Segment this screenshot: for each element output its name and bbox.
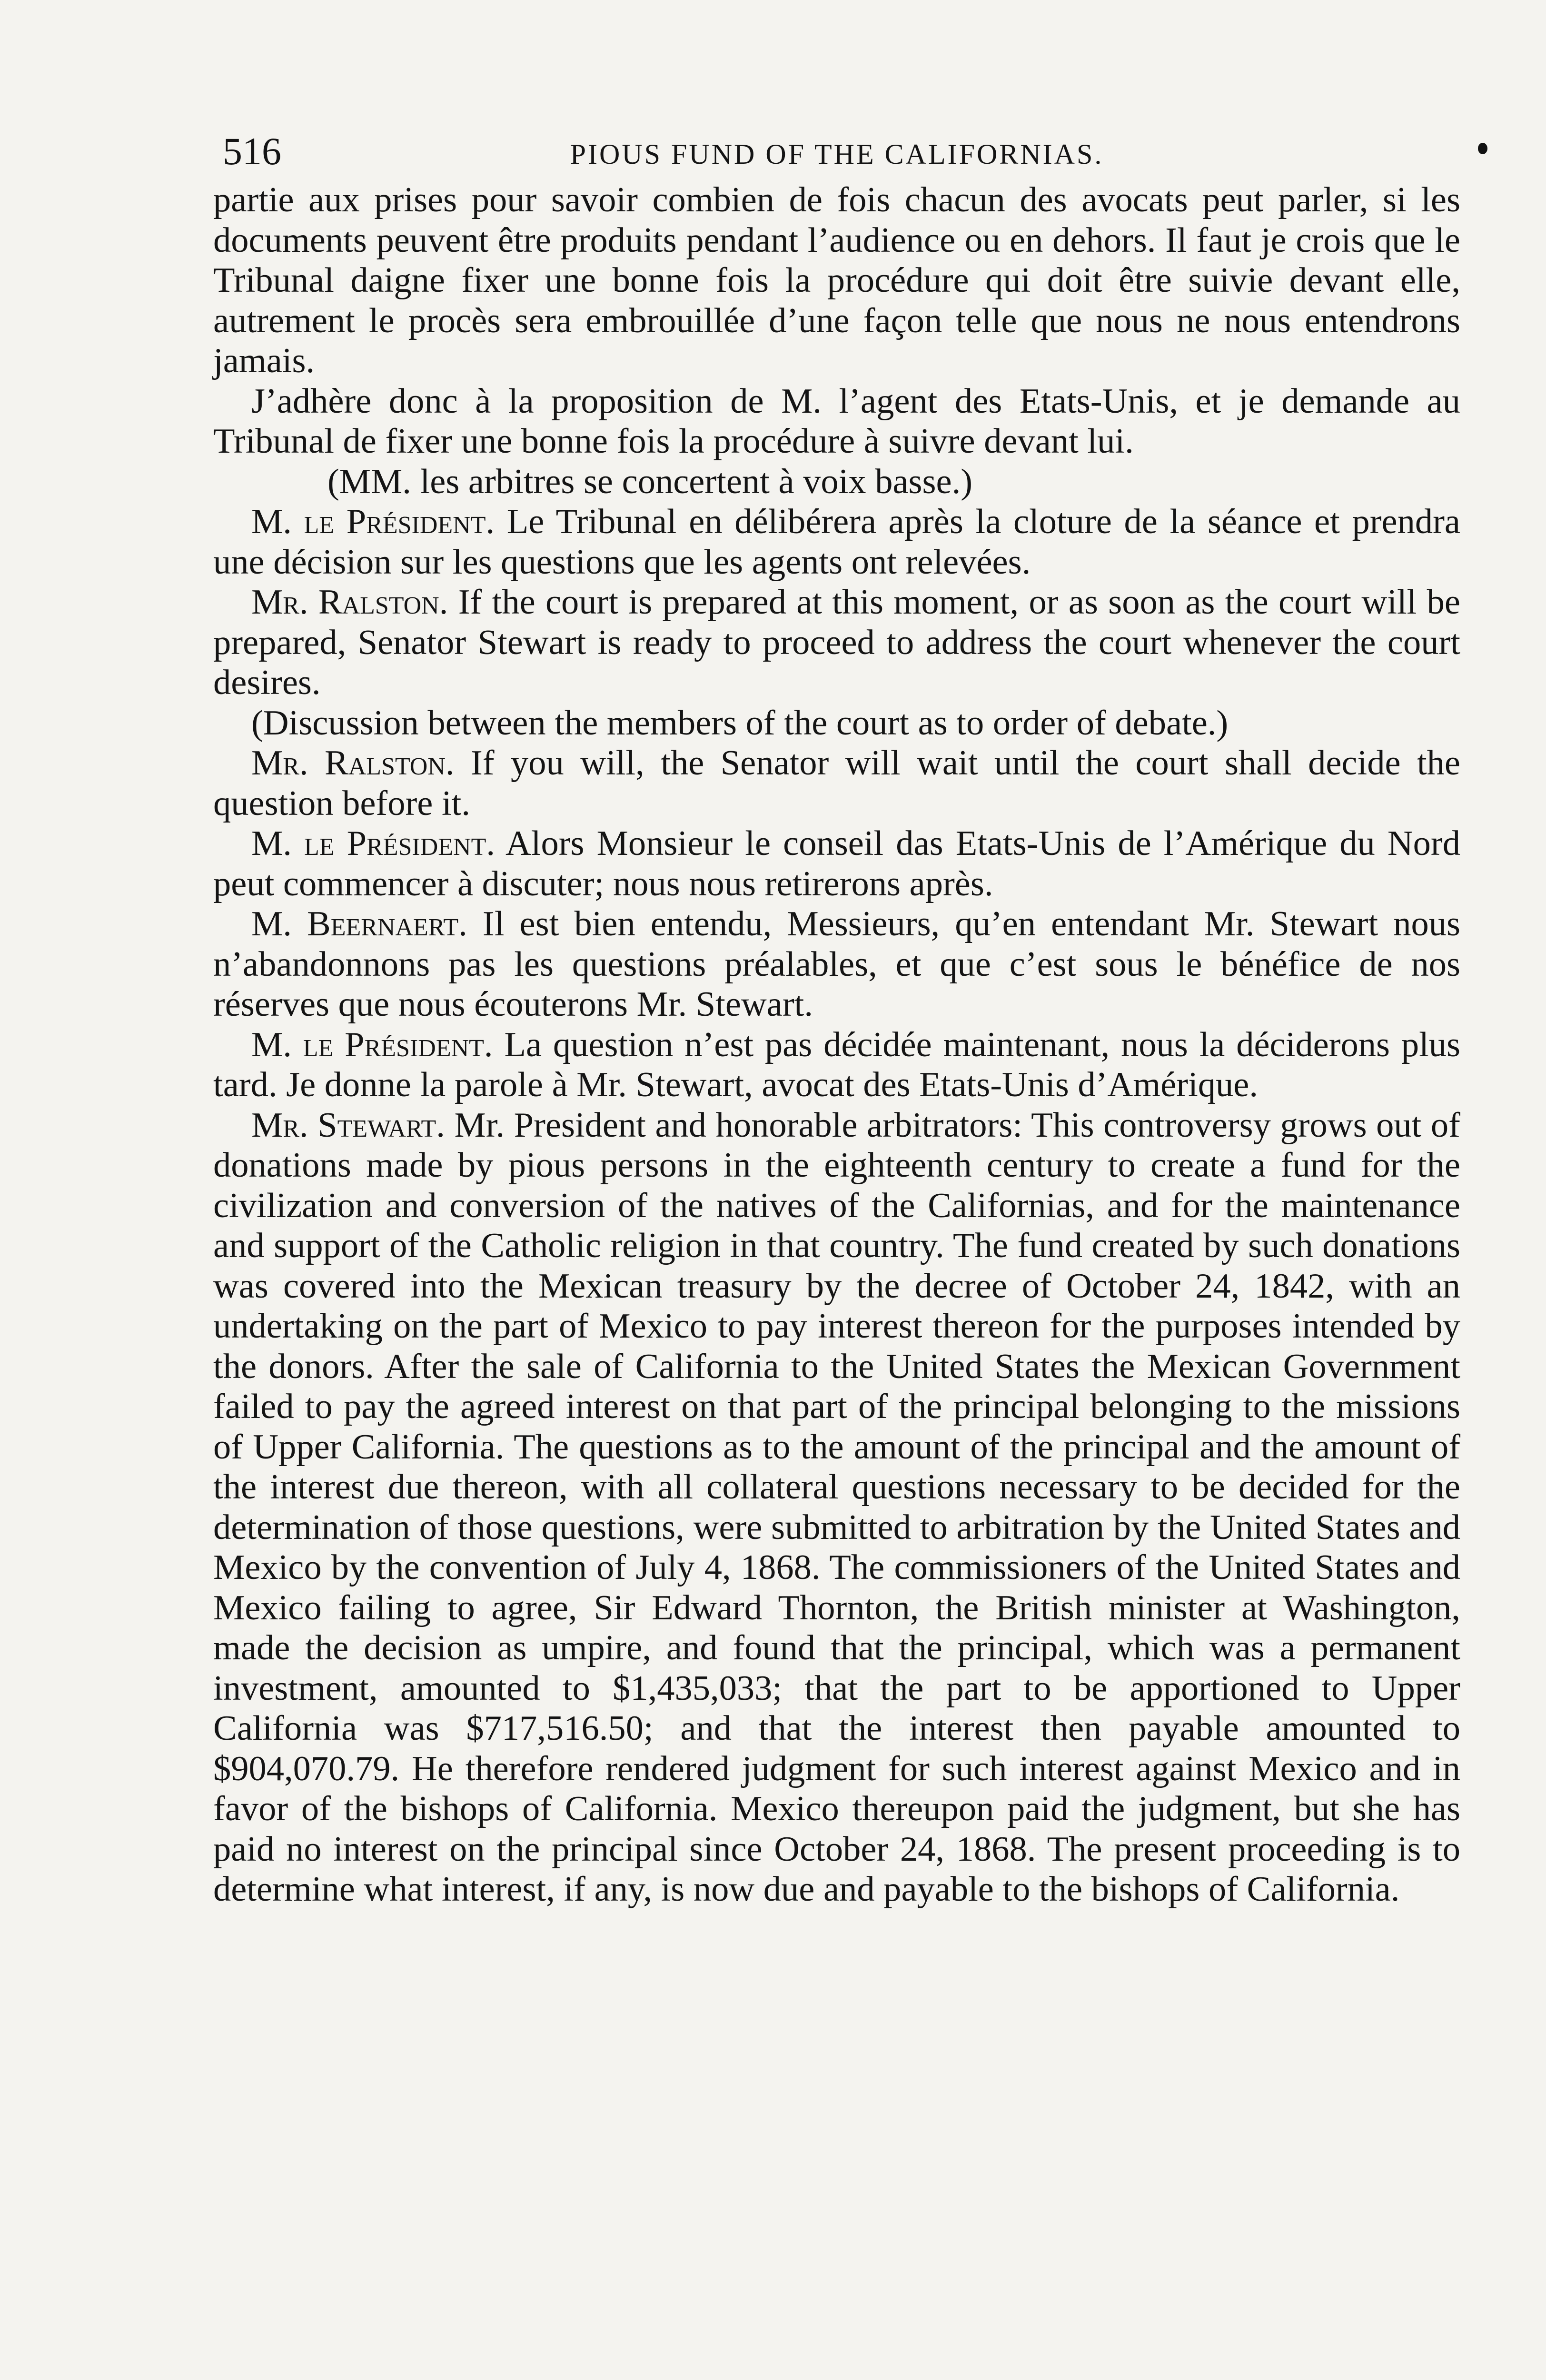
paragraph — [213, 1105, 1460, 1910]
page-number: 516 — [223, 129, 281, 173]
paragraph — [213, 582, 1460, 703]
speaker-name: M. le Président. — [251, 1025, 493, 1064]
paragraph-text: Mr. President and honorable arbitrators: This controversy grows out of donations made by pious persons in the eighteenth century to create a fund for the civilization and conversion of the natives of the Californias, and for the maintenance and support of the Catholic religion in that country. The fund created by such donations was covered into the Mexican treasury by the decree of October 24, 1842, with an undertaking on the part of Mexico to pay interest thereon for the purposes intended by the donors. After the sale of California to the United States the Mexican Government failed to pay the agreed interest on that part of the principal belonging to the missions of Upper California. The questions as to the amount of the principal and the amount of the interest due thereon, with all collateral questions necessary to be decided for the determination of those questions, were submitted to arbitration by the United States and Mexico by the convention of July 4, 1868. The commissioners of the United States and Mexico failing to agree, Sir Edward Thornton, the British minister at Washington, made the decision as umpire, and found that the principal, which was a permanent investment, amounted to $1,435,033; that the part to be apportioned to Upper California was $717,516.50; and that the interest then payable amounted to $904,070.79. He therefore rendered judgment for such interest against Mexico and in favor of the bishops of California. Mexico thereupon paid the judgment, but she has paid no interest on the principal since October 24, 1868. The present proceeding is to determine what interest, if any, is now due and payable to the bishops of California. — [213, 1105, 1460, 1909]
stage-direction — [213, 462, 1460, 502]
paragraph — [213, 904, 1460, 1025]
body-text — [213, 180, 1460, 1910]
ink-speck — [1478, 143, 1487, 154]
paragraph-text: J’adhère donc à la proposition de M. l’agent des Etats-Unis, et je demande au Tribunal de fixer une bonne fois la procédure à suivre devant lui. — [213, 381, 1460, 461]
paragraph — [213, 1025, 1460, 1105]
paragraph-text: partie aux prises pour savoir combien de fois chacun des avocats peut parler, si les documents peuvent être produits pendant l’audience ou en dehors. Il faut je crois que le Tribunal daigne fixer une bonne fois la procédure qui doit être suivie devant elle, autrement le procès sera embrouillée d’une façon telle que nous ne nous entendrons jamais. — [213, 180, 1460, 380]
paragraph-text: Alors Monsieur le conseil das Etats-Unis de l’Amérique du Nord peut commencer à discuter; nous nous retirerons après. — [213, 824, 1460, 903]
speaker-name: Mr. Stewart. — [251, 1105, 445, 1145]
paragraph-text: Le Tribunal en délibérera après la cloture de la séance et prendra une décision sur les questions que les agents ont relevées. — [213, 502, 1460, 582]
speaker-name: M. le Président. — [251, 824, 495, 863]
paragraph-text: Il est bien entendu, Messieurs, qu’en entendant Mr. Stewart nous n’abandonnons pas les questions préalables, et que c’est sous le bénéfice de nos réserves que nous écouterons Mr. Stewart. — [213, 904, 1461, 1024]
speaker-name: M. Beernaert. — [251, 904, 467, 943]
running-title: PIOUS FUND OF THE CALIFORNIAS. — [570, 139, 1104, 170]
speaker-name: Mr. Ralston. — [251, 744, 455, 783]
stage-direction — [213, 703, 1460, 744]
paragraph-text: If the court is prepared at this moment, or as soon as the court will be prepared, Senator Stewart is ready to proceed to address the court whenever the court desires. — [213, 583, 1460, 702]
speaker-name: Mr. Ralston. — [251, 583, 448, 622]
book-page — [213, 128, 1460, 1910]
paragraph-text: (MM. les arbitres se concertent à voix basse.) — [327, 462, 973, 501]
paragraph-text: La question n’est pas décidée maintenant, nous la déciderons plus tard. Je donne la parole à Mr. Stewart, avocat des Etats-Unis d’Amérique. — [213, 1025, 1461, 1104]
page-header — [213, 128, 1460, 180]
paragraph — [213, 502, 1460, 582]
paragraph — [213, 743, 1460, 823]
paragraph-text: (Discussion between the members of the court as to order of debate.) — [251, 703, 1229, 743]
paragraph — [213, 180, 1460, 381]
paragraph-text: If you will, the Senator will wait until the court shall decide the question before it. — [213, 744, 1460, 823]
paragraph — [213, 823, 1460, 904]
speaker-name: M. le Président. — [251, 502, 495, 541]
paragraph — [213, 381, 1460, 462]
